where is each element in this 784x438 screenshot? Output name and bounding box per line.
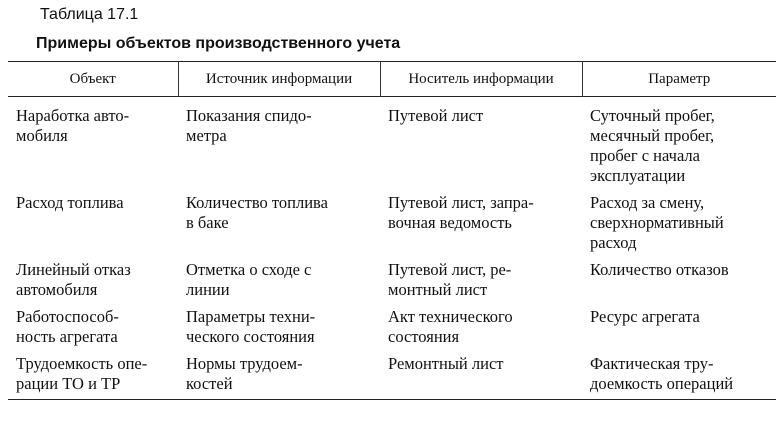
cell-parameter: Фактическая тру- доемкость операций [590,354,734,393]
cell-parameter: Ресурс агрегата [590,307,700,326]
table-row [8,193,776,260]
cell-object: Наработка авто- мобиля [16,106,130,145]
cell-information-source: Нормы трудоем- костей [186,354,303,393]
header-object: Объект [69,70,116,87]
cell-information-carrier: Ремонтный лист [388,354,504,373]
table-row [8,307,776,354]
header-information-source: Источник информации [178,62,380,97]
cell-information-source: Показания спидо- метра [186,106,312,145]
cell-object: Линейный отказ автомобиля [16,260,131,299]
cell-information-source: Отметка о сходе с линии [186,260,312,299]
production-accounting-table [8,61,776,400]
cell-information-source: Параметры техни- ческого состояния [186,307,316,346]
cell-object: Трудоемкость опе- рации ТО и ТР [16,354,148,393]
cell-object: Работоспособ- ность агрегата [16,307,119,346]
cell-information-carrier: Путевой лист [388,106,484,125]
table-row [8,354,776,400]
cell-parameter: Расход за смену, сверхнормативный расход [590,193,724,252]
cell-information-source: Количество топлива в баке [186,193,328,232]
table-row [8,260,776,307]
table-number: Таблица 17.1 [40,6,139,23]
cell-parameter: Суточный пробег, месячный пробег, пробег с начала эксплуатации [590,106,715,185]
table-row [8,97,776,194]
cell-information-carrier: Путевой лист, ре- монтный лист [388,260,512,299]
cell-object: Расход топлива [16,193,124,212]
header-parameter: Параметр [582,62,776,97]
table-header-row [8,62,776,97]
header-information-carrier: Носитель информации [380,62,582,97]
cell-information-carrier: Путевой лист, запра- вочная ведомость [388,193,534,232]
table-title: Примеры объектов производственного учета [36,35,401,52]
cell-parameter: Количество отказов [590,260,729,279]
cell-information-carrier: Акт технического состояния [388,307,513,346]
